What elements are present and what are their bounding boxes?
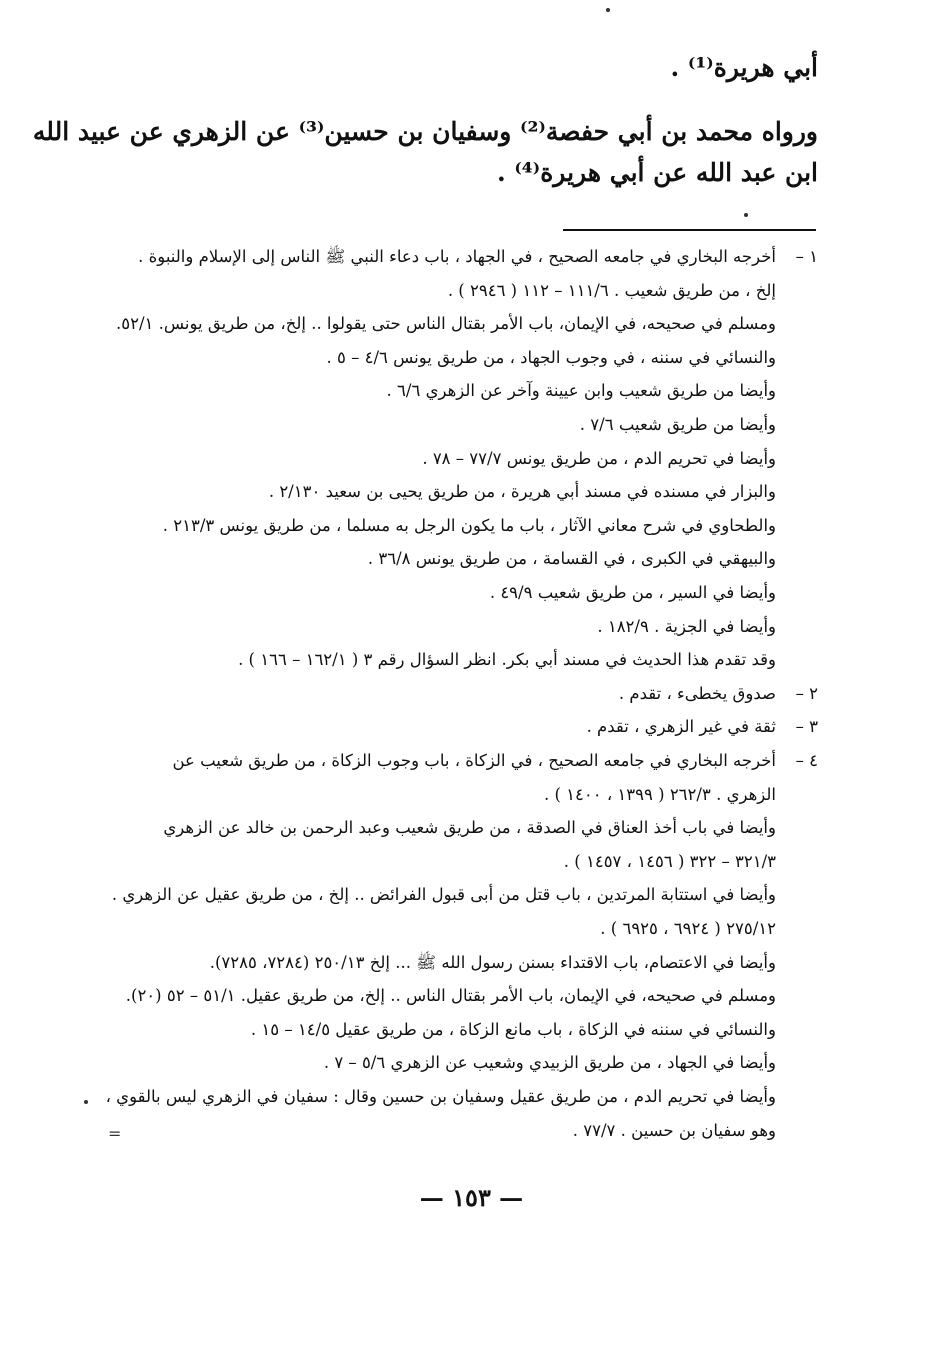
footnote-number: ٢ – — [795, 683, 818, 703]
footnote-text: والنسائي في سننه ، في وجوب الجهاد ، من طريق يونس ٤/٦ – ٥ . — [326, 347, 776, 367]
footnote-line — [120, 1114, 818, 1147]
footnote-line — [120, 240, 818, 273]
footnote-text: ثقة في غير الزهري ، تقدم . — [586, 717, 776, 737]
footnote-line — [120, 845, 818, 878]
footnote-line — [120, 979, 818, 1012]
footnote-line — [120, 710, 818, 743]
footnote-text: أخرجه البخاري في جامعه الصحيح ، في الزكاة ، باب وجوب الزكاة ، من طريق شعيب عن — [172, 751, 776, 770]
footnote-line — [120, 374, 818, 407]
footnote-line — [120, 542, 818, 575]
footnote-line — [120, 643, 818, 676]
margin-dot — [606, 8, 610, 12]
main-text-line: ابن عبد الله عن أبي هريرة⁽⁴⁾ . — [496, 158, 818, 187]
footnote-text: ومسلم في صحيحه، في الإيمان، باب الأمر بقتال الناس حتى يقولوا .. إلخ، من طريق يونس. ٥٢/١. — [116, 314, 776, 334]
footnote-text: وأيضا في الجزية . ١٨٢/٩ . — [597, 616, 776, 636]
footnote-text: وأيضا في الجهاد ، من طريق الزبيدي وشعيب عن الزهري ٥/٦ – ٧ . — [323, 1053, 776, 1073]
footnote-line — [120, 1046, 818, 1079]
footnote-line — [120, 442, 818, 475]
footnote-line — [120, 778, 818, 811]
page-number: — ١٥٣ — — [419, 1183, 524, 1212]
footnote-line — [120, 576, 818, 609]
footnote-text: والبزار في مسنده في مسند أبي هريرة ، من طريق يحيى بن سعيد ٢/١٣٠ . — [268, 482, 776, 502]
footnote-text: وأيضا من طريق شعيب ٧/٦ . — [579, 415, 776, 434]
margin-dot — [84, 1100, 88, 1104]
main-text-line: أبي هريرة⁽¹⁾ . — [670, 53, 818, 82]
footnote-line — [120, 408, 818, 441]
footnote-number: ٣ – — [795, 717, 818, 737]
footnote-line — [105, 1080, 818, 1113]
footnote-text: وأيضا في استتابة المرتدين ، باب قتل من أبى قبول الفرائض .. إلخ ، من طريق عقيل عن الزهري . — [111, 885, 776, 905]
footnote-line — [116, 307, 818, 340]
footnote-text: وأيضا في السير ، من طريق شعيب ٤٩/٩ . — [489, 583, 776, 602]
footnote-text: أخرجه البخاري في جامعه الصحيح ، في الجهاد ، باب دعاء النبي ﷺ الناس إلى الإسلام والنبوة . — [138, 247, 776, 266]
footnote-text: وأيضا في تحريم الدم ، من طريق عقيل وسفيان بن حسين وقال : سفيان في الزهري ليس بالقوي ، — [105, 1087, 776, 1106]
footnote-line — [120, 610, 818, 643]
footnote-text: ومسلم في صحيحه، في الإيمان، باب الأمر بقتال الناس .. إلخ، من طريق عقيل. ٥١/١ – ٥٢ (٢٠). — [125, 986, 776, 1006]
footnote-text: وأيضا في باب أخذ العناق في الصدقة ، من طريق شعيب وعبد الرحمن بن خالد عن الزهري — [163, 818, 776, 838]
footnote-line — [120, 912, 818, 945]
footnote-line — [111, 878, 818, 911]
footnote-text: إلخ ، من طريق شعيب . ١١١/٦ – ١١٢ ( ٢٩٤٦ ) . — [447, 280, 776, 300]
footnote-text: وهو سفيان بن حسين . ٧٧/٧ . — [572, 1120, 776, 1140]
footnote-line — [120, 677, 818, 710]
footnote-text: الزهري . ٢٦٢/٣ ( ١٣٩٩ ، ١٤٠٠ ) . — [543, 784, 776, 804]
footnote-line — [120, 475, 818, 508]
margin-mark: = — [108, 1124, 122, 1143]
footnote-line — [120, 274, 818, 307]
main-text-line: ورواه محمد بن أبي حفصة⁽²⁾ وسفيان بن حسين⁽³⁾ عن الزهري عن عبيد الله — [32, 117, 818, 146]
footnote-text: وأيضا في الاعتصام، باب الاقتداء بسنن رسول الله ﷺ ... إلخ ٢٥٠/١٣ (٧٢٨٤، ٧٢٨٥). — [209, 952, 776, 972]
footnote-number: ٤ – — [795, 751, 818, 770]
footnote-text: ٣٢١/٣ – ٣٢٢ ( ١٤٥٦ ، ١٤٥٧ ) . — [563, 851, 776, 871]
footnote-text: والنسائي في سننه في الزكاة ، باب مانع الزكاة ، من طريق عقيل ١٤/٥ – ١٥ . — [250, 1019, 776, 1039]
footnote-number: ١ – — [795, 247, 818, 266]
footnote-text: وقد تقدم هذا الحديث في مسند أبي بكر. انظر السؤال رقم ٣ ( ١٦٢/١ – ١٦٦ ) . — [238, 650, 776, 670]
footnote-text: ٢٧٥/١٢ ( ٦٩٢٤ ، ٦٩٢٥ ) . — [600, 919, 776, 938]
footnote-text: وأيضا من طريق شعيب وابن عيينة وآخر عن الزهري ٦/٦ . — [386, 381, 776, 401]
footnote-text: والبيهقي في الكبرى ، في القسامة ، من طريق يونس ٣٦/٨ . — [367, 549, 776, 569]
footnote-line — [120, 946, 818, 979]
margin-dot — [744, 213, 748, 217]
footnote-text: صدوق يخطىء ، تقدم . — [618, 683, 776, 703]
footnote-text: وأيضا في تحريم الدم ، من طريق يونس ٧٧/٧ – ٧٨ . — [422, 448, 776, 468]
footnote-line — [120, 341, 818, 374]
footnote-line — [120, 509, 818, 542]
footnote-line — [120, 744, 818, 777]
footnote-line — [120, 1013, 818, 1046]
footnote-separator — [563, 229, 816, 231]
footnote-line — [120, 811, 818, 844]
footnote-text: والطحاوي في شرح معاني الآثار ، باب ما يكون الرجل به مسلما ، من طريق يونس ٢١٣/٣ . — [162, 515, 776, 535]
